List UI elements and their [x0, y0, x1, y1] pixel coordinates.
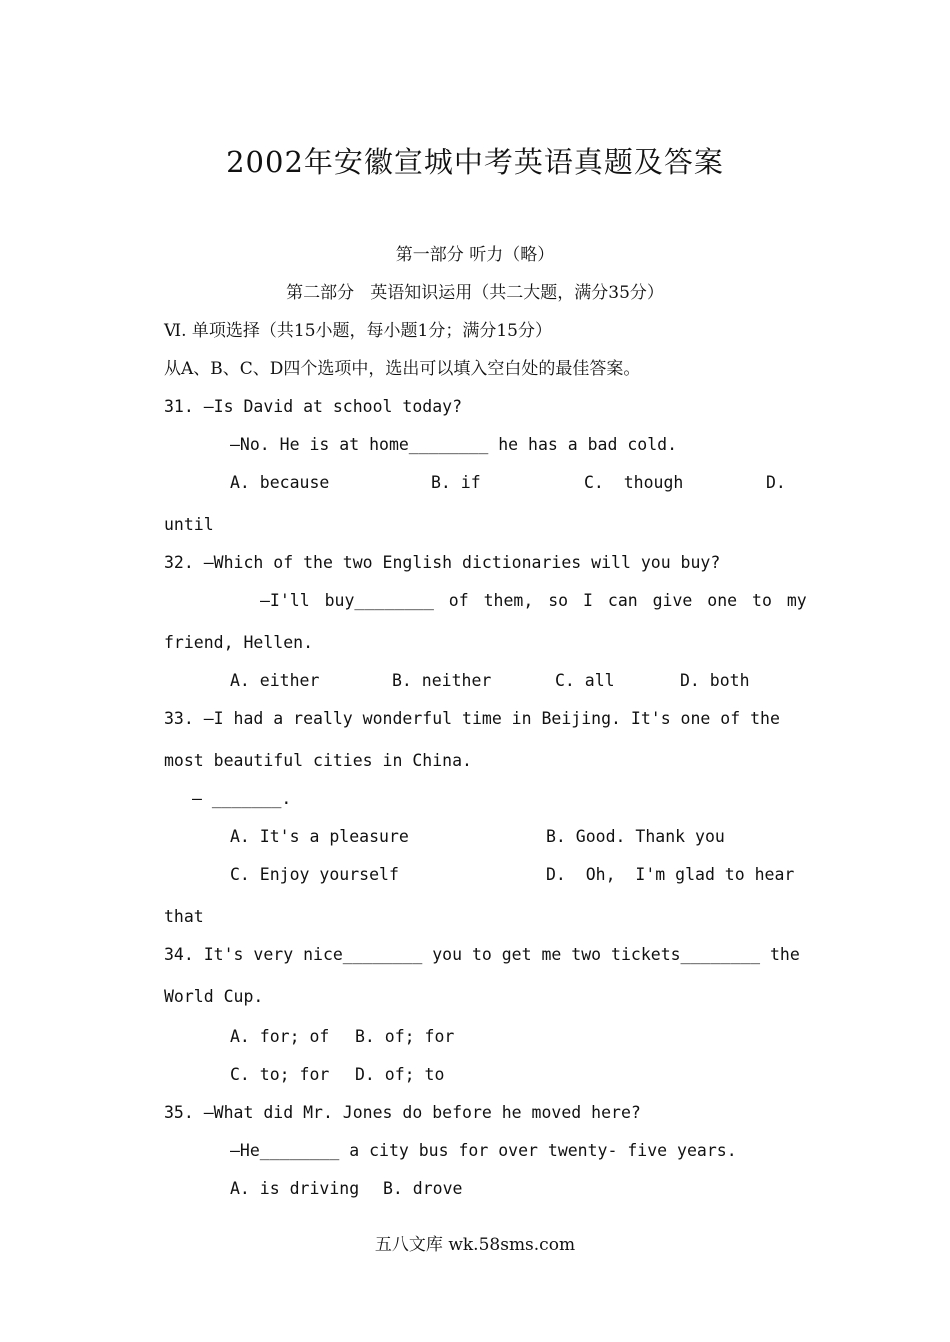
q31-stem: 31. —Is David at school today? — [164, 397, 463, 416]
q33-option-d-cont: that — [164, 907, 204, 926]
q33-option-d: D. Oh, I'm glad to hear — [546, 865, 795, 884]
q35-stem: 35. —What did Mr. Jones do before he moved here? — [164, 1103, 641, 1122]
q32-option-d: D. both — [680, 671, 750, 690]
q31-option-c: C. though — [584, 473, 684, 492]
q31-option-d: D. — [766, 473, 786, 492]
q35-option-b: B. drove — [383, 1179, 463, 1198]
q32-reply-cont: friend, Hellen. — [164, 633, 314, 652]
q35-reply: —He________ a city bus for over twenty- five years. — [230, 1141, 737, 1160]
q31-option-d-cont: until — [164, 515, 214, 534]
q34-stem: 34. It's very nice________ you to get me two tickets________ the — [164, 945, 800, 964]
q33-option-b: B. Good. Thank you — [546, 827, 725, 846]
q32-option-a: A. either — [230, 671, 320, 690]
section-heading: Ⅵ. 单项选择（共15小题，每小题1分；满分15分） — [164, 321, 552, 341]
q33-option-a: A. It's a pleasure — [230, 827, 409, 846]
part-two-heading: 第二部分 英语知识运用（共二大题，满分35分） — [286, 283, 664, 303]
q33-reply: — _______. — [192, 789, 292, 808]
q34-option-c: C. to; for — [230, 1065, 330, 1084]
q32-option-c: C. all — [555, 671, 615, 690]
q31-option-b: B. if — [431, 473, 481, 492]
document-title: 2002年安徽宣城中考英语真题及答案 — [226, 145, 724, 179]
q32-reply: —I'll buy________ of them, so I can give one to my — [260, 591, 807, 610]
q34-stem-cont: World Cup. — [164, 987, 264, 1006]
part-one-heading: 第一部分 听力（略） — [395, 245, 555, 265]
q35-option-a: A. is driving — [230, 1179, 360, 1198]
q34-option-d: D. of; to — [355, 1065, 445, 1084]
q33-option-c: C. Enjoy yourself — [230, 865, 399, 884]
q31-reply: —No. He is at home________ he has a bad cold. — [230, 435, 678, 454]
instruction-text: 从A、B、C、D四个选项中，选出可以填入空白处的最佳答案。 — [164, 359, 641, 379]
q33-stem: 33. —I had a really wonderful time in Beijing. It's one of the — [164, 709, 780, 728]
q31-option-a: A. because — [230, 473, 330, 492]
q34-option-a: A. for; of — [230, 1027, 330, 1046]
q33-stem-cont: most beautiful cities in China. — [164, 751, 472, 770]
footer-watermark: 五八文库 wk.58sms.com — [374, 1235, 576, 1255]
q32-option-b: B. neither — [392, 671, 492, 690]
q34-option-b: B. of; for — [355, 1027, 455, 1046]
q32-stem: 32. —Which of the two English dictionaries will you buy? — [164, 553, 721, 572]
